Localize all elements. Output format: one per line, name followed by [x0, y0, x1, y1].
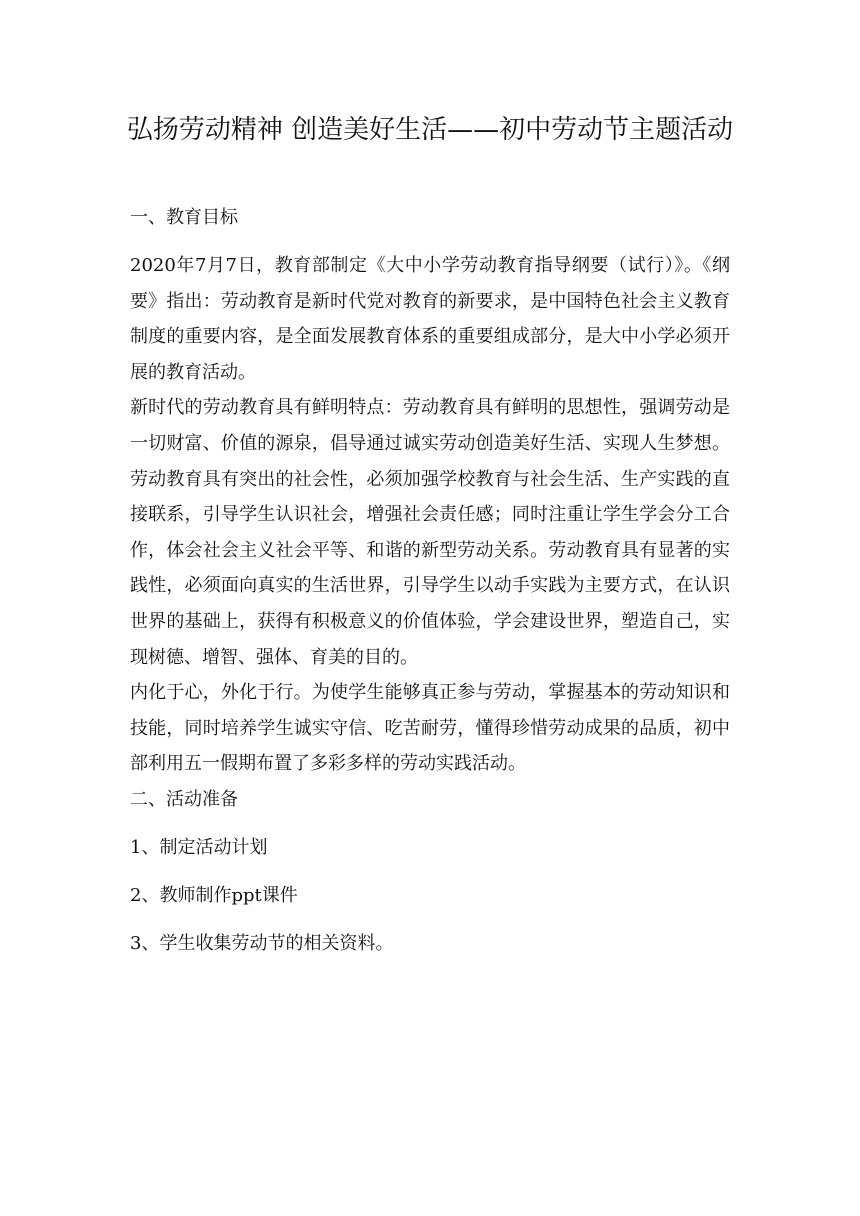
list-item-materials: 3、学生收集劳动节的相关资料。 [130, 932, 394, 954]
section-heading-preparation: 二、活动准备 [130, 788, 238, 810]
list-item-ppt: 2、教师制作ppt课件 [130, 884, 298, 906]
document-title: 弘扬劳动精神 创造美好生活——初中劳动节主题活动 [126, 115, 734, 145]
paragraph-guideline: 2020年7月7日，教育部制定《大中小学劳动教育指导纲要（试行）》。《纲要》指出：劳动教育是新时代党对教育的新要求，是中国特色社会主义教育制度的重要内容，是全面发展教育体系的重要组成部分，是大中小学必须开展的教育活动。 [130, 255, 730, 383]
section-heading-objectives: 一、教育目标 [130, 207, 238, 228]
paragraph-activities: 内化于心，外化于行。为使学生能够真正参与劳动，掌握基本的劳动知识和技能，同时培养学生诚实守信、吃苦耐劳，懂得珍惜劳动成果的品质，初中部利用五一假期布置了多彩多样的劳动实践活动。 [130, 682, 730, 775]
list-item-plan: 1、制定活动计划 [130, 836, 268, 858]
paragraph-features: 新时代的劳动教育具有鲜明特点：劳动教育具有鲜明的思想性，强调劳动是一切财富、价值的源泉，倡导通过诚实劳动创造美好生活、实现人生梦想。劳动教育具有突出的社会性，必须加强学校教育与社会生活、生产实践的直接联系，引导学生认识社会，增强社会责任感；同时注重让学生学会分工合作，体会社会主义社会平等、和谐的新型劳动关系。劳动教育具有显著的实践性，必须面向真实的生活世界，引导学生以动手实践为主要方式，在认识世界的基础上，获得有积极意义的价值体验，学会建设世界，塑造自己，实现树德、增智、强体、育美的目的。 [130, 397, 730, 668]
document-body [130, 200, 730, 962]
